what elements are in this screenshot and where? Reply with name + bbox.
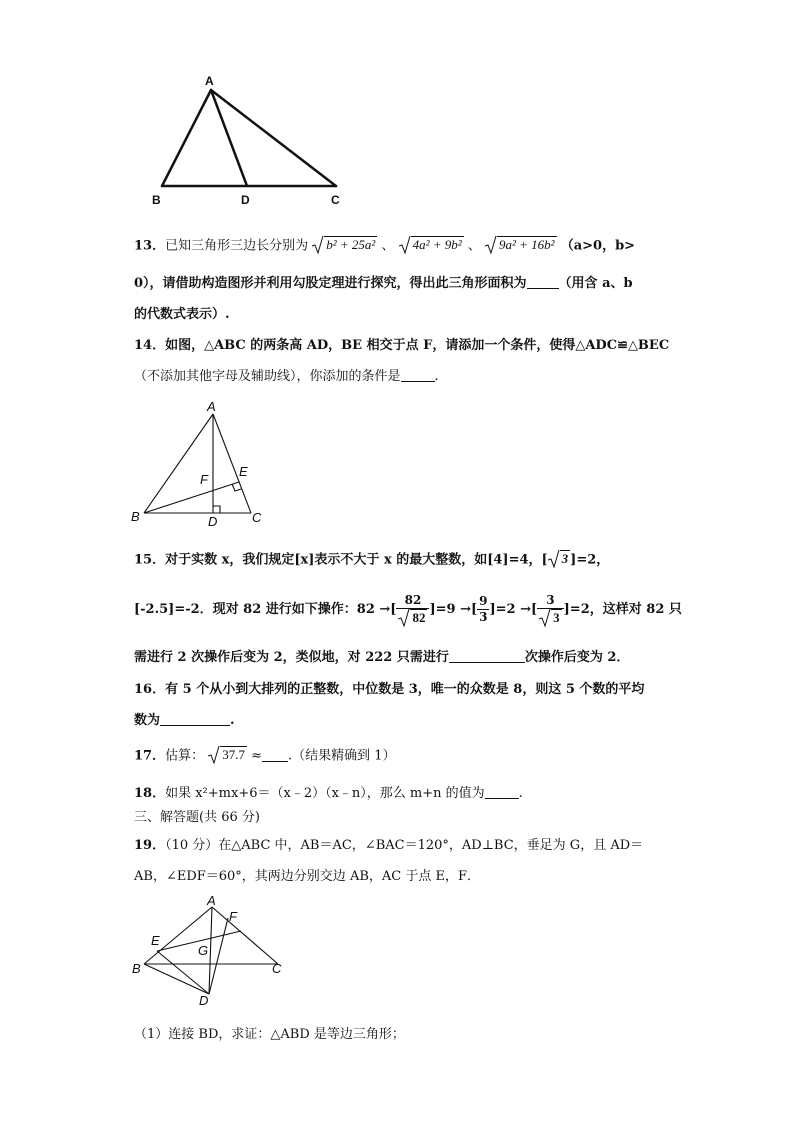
q15-fraction-2: $\frac{9}{3}$ — [479, 594, 488, 624]
q15-text-2d: ]=2，这样对 82 只 — [563, 602, 682, 617]
q13-line-3: 的代数式表示）. — [134, 307, 230, 322]
q18-text-1b: . — [518, 786, 523, 801]
segment-ab — [144, 414, 213, 513]
q16-number: 16． — [134, 682, 166, 697]
figure-q19 — [125, 893, 295, 1013]
label-e: E — [239, 464, 248, 479]
q18-answer-blank — [485, 784, 519, 799]
q15-line-3 — [134, 648, 629, 668]
q15-text-1b: ]=2， — [570, 552, 610, 568]
q15-radical-3: 3 — [548, 550, 571, 570]
q19-text-1: （10 分）在△ABC 中，AB＝AC，∠BAC＝120°，AD⊥BC，垂足为 G，且 AD＝ — [165, 838, 644, 853]
label-b: B — [152, 193, 161, 207]
right-angle-mark-e — [232, 484, 241, 491]
section-heading: 三、解答题(共 66 分) — [134, 810, 260, 825]
q16-answer-blank — [160, 711, 230, 726]
q15-fraction-1: $\frac{82}{82}$ — [396, 593, 429, 626]
right-angle-mark-d — [213, 506, 220, 513]
q15-number: 15． — [134, 552, 166, 568]
q17-text-1a: 估算： — [165, 748, 205, 764]
q17-number: 17． — [134, 748, 166, 764]
q14-line-1 — [134, 336, 669, 356]
segment-df — [209, 918, 228, 994]
q14-text-2a: （不添加其他字母及辅助线），你添加的条件是 — [134, 369, 401, 384]
segment-ad — [209, 907, 212, 994]
q13-number: 13． — [134, 238, 166, 254]
segment-ab — [162, 90, 211, 186]
q17-text-1c: .（结果精确到 1） — [288, 748, 396, 764]
q15-text-2a: [-2.5]=-2．现对 82 进行如下操作：82 →[ — [134, 602, 397, 617]
q17-approx: ≈ — [251, 748, 263, 764]
q19-line-1 — [134, 836, 643, 856]
q13-answer-blank — [527, 274, 559, 289]
segment-bd — [144, 964, 209, 994]
label-c: C — [272, 961, 282, 976]
q19-subquestion-1: （1）连接 BD，求证：△ABD 是等边三角形； — [134, 1027, 405, 1042]
q13-radical-2: 4a² + 9b² — [399, 236, 464, 256]
q13-text-2b: （用含 a、b — [558, 276, 633, 291]
label-e: E — [151, 933, 160, 948]
q13-line-1 — [134, 236, 635, 257]
q16-line-1 — [134, 680, 644, 700]
label-a: A — [205, 74, 214, 88]
q15-text-3a: 需进行 2 次操作后变为 2，类似地，对 222 只需进行 — [134, 650, 449, 665]
figure-altitudes-triangle — [125, 398, 275, 530]
q18-line-1 — [134, 784, 523, 804]
q14-text-2b: . — [434, 369, 439, 384]
q14-number: 14． — [134, 338, 166, 353]
label-c: C — [331, 193, 340, 207]
q15-line-1 — [134, 550, 609, 571]
label-d: D — [199, 993, 209, 1008]
q15-answer-blank — [449, 648, 525, 663]
q14-line-2 — [134, 367, 439, 387]
label-f: F — [229, 909, 237, 924]
q18-number: 18． — [134, 786, 166, 801]
q16-text-1: 有 5 个从小到大排列的正整数，中位数是 3，唯一的众数是 8，则这 5 个数的平均 — [165, 682, 645, 697]
q16-text-2a: 数为 — [134, 713, 161, 728]
q15-text-2b: ]=9 →[ — [429, 602, 478, 617]
q16-line-2 — [134, 711, 235, 731]
q13-line-2 — [134, 274, 633, 294]
q15-text-3b: 次操作后变为 2． — [524, 650, 630, 665]
label-c: C — [252, 510, 262, 525]
altitude-be — [144, 482, 239, 513]
q19-number: 19． — [134, 838, 166, 853]
q16-text-2b: . — [230, 713, 235, 728]
q18-text-1a: 如果 x²+mx+6＝（x﹣2）（x﹣n），那么 m+n 的值为 — [165, 786, 485, 801]
q17-line-1 — [134, 746, 396, 767]
label-f: F — [200, 472, 208, 487]
q15-text-1a: 对于实数 x，我们规定[x]表示不大于 x 的最大整数，如[4]=4，[ — [165, 552, 548, 568]
q19-line-2: AB，∠EDF＝60°，其两边分别交边 AB，AC 于点 E，F． — [134, 869, 480, 884]
label-a: A — [207, 893, 216, 908]
label-d: D — [208, 514, 218, 529]
label-g: G — [198, 943, 209, 958]
figure-triangle-abc-1 — [140, 70, 360, 210]
q15-fraction-3: $\frac{3}{3}$ — [537, 593, 564, 626]
q14-text-1: 如图，△ABC 的两条高 AD，BE 相交于点 F，请添加一个条件，使得△ADC≌△BEC — [165, 338, 670, 353]
q13-radical-3: 9a² + 16b² — [485, 236, 557, 256]
q17-radical: 37.7 — [208, 746, 247, 766]
q13-text-b: （a>0，b> — [560, 238, 636, 254]
q14-answer-blank — [401, 367, 435, 382]
q13-sep-1: 、 — [381, 238, 395, 254]
q13-sep-2: 、 — [467, 238, 481, 254]
label-b: B — [131, 509, 140, 524]
q15-text-2c: ]=2 →[ — [489, 602, 538, 617]
q13-radical-1: b² + 25a² — [312, 236, 377, 256]
label-b: B — [132, 961, 141, 976]
q17-answer-blank — [262, 747, 288, 762]
label-a: A — [207, 399, 216, 414]
label-d: D — [241, 193, 250, 207]
q13-text-a: 已知三角形三边长分别为 — [165, 238, 309, 254]
q13-text-2a: 0），请借助构造图形并利用勾股定理进行探究，得出此三角形面积为 — [134, 276, 527, 291]
q15-line-2 — [134, 592, 682, 628]
